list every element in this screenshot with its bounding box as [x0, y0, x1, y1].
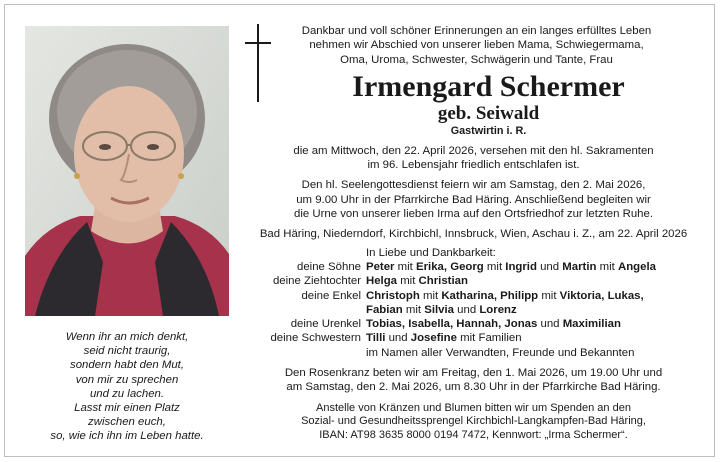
poem-line: zwischen euch, — [88, 416, 166, 429]
family-names — [366, 317, 621, 331]
birth-name: geb. Seiwald — [437, 102, 540, 124]
family-connector: und — [385, 332, 411, 345]
family-member-name: Lorenz — [479, 303, 517, 316]
family-row — [246, 346, 701, 360]
family-connector: mit — [419, 289, 442, 302]
family-connector: mit — [596, 260, 618, 273]
family-member-name: Christian — [418, 275, 468, 288]
family-member-name: Silvia — [424, 303, 454, 316]
family-relation-label: deine Söhne — [297, 260, 361, 273]
family-names — [366, 260, 656, 274]
family-names — [366, 289, 644, 303]
poem-line: Lasst mir einen Platz — [74, 402, 180, 415]
service-line: um 9.00 Uhr in der Pfarrkirche Bad Häring. Anschließend begleiten wir — [296, 193, 651, 206]
family-connector: und — [536, 260, 563, 273]
family-member-name: Ingrid — [505, 260, 537, 273]
family-names — [366, 331, 522, 345]
family-connector: mit — [402, 303, 425, 316]
family-relation-label — [246, 346, 366, 360]
family-member-name: Martin — [562, 260, 597, 273]
death-notice-line: die am Mittwoch, den 22. April 2026, versehen mit den hl. Sakramenten — [293, 144, 654, 157]
place-date: Bad Häring, Niederndorf, Kirchbichl, Innsbruck, Wien, Aschau i. Z., am 22. April 2026 — [259, 228, 688, 241]
portrait-image — [25, 26, 229, 316]
family-names — [366, 274, 468, 288]
notice-text — [246, 24, 701, 442]
family-member-name: Viktoria, Lukas, — [559, 289, 644, 302]
family-connector: und — [537, 318, 563, 331]
portrait-photo — [25, 26, 229, 316]
service-info — [246, 178, 701, 221]
family-row — [246, 274, 701, 288]
appeal-line: Anstelle von Kränzen und Blumen bitten wir um Spenden an den — [316, 401, 631, 414]
poem-line: Wenn ihr an mich denkt, — [65, 331, 189, 343]
family-member-name: Josefine — [410, 332, 457, 345]
family-relation-label: deine Urenkel — [290, 318, 361, 331]
family-relation-label: deine Enkel — [301, 289, 361, 302]
family-row — [246, 331, 701, 345]
poem — [26, 330, 228, 444]
occupation: Gastwirtin i. R. — [450, 124, 527, 137]
family-member-name: Erika, Georg — [416, 260, 484, 273]
service-line: Den hl. Seelengottesdienst feiern wir am Samstag, den 2. Mai 2026, — [301, 179, 646, 192]
family-connector: und — [454, 303, 480, 316]
family-connector: mit — [397, 275, 419, 288]
family-member-name: Tobias, Isabella, Hannah, Jonas — [366, 318, 538, 331]
appeal-line: Sozial- und Gesundheitssprengel Kirchbichl-Langkampfen-Bad Häring, — [301, 415, 646, 428]
family-list — [246, 246, 701, 360]
deceased-name: Irmengard Schermer — [352, 69, 625, 103]
death-notice-line: im 96. Lebensjahr friedlich entschlafen ist. — [367, 159, 580, 172]
poem-line: und zu lachen. — [89, 387, 165, 400]
rosary-info — [246, 366, 701, 395]
intro — [252, 24, 701, 67]
family-names — [366, 346, 634, 360]
family-relation-label — [246, 303, 366, 317]
service-line: die Urne von unserer lieben Irma auf den Ortsfriedhof zur letzten Ruhe. — [294, 208, 653, 221]
family-member-name: Fabian — [366, 303, 403, 316]
poem-line: seid nicht traurig, — [83, 345, 171, 358]
family-member-name: Katharina, Philipp — [441, 289, 539, 302]
family-relation-label: deine Schwestern — [270, 332, 361, 345]
rosary-line: am Samstag, den 2. Mai 2026, um 8.30 Uhr in der Pfarrkirche Bad Häring. — [286, 381, 661, 394]
family-member-name: Tilli — [366, 332, 386, 345]
family-row — [246, 317, 701, 331]
poem-line: von mir zu sprechen — [75, 373, 179, 386]
family-connector: mit — [483, 260, 506, 273]
intro-line: nehmen wir Abschied von unserer lieben Mama, Schwiegermama, — [309, 39, 644, 52]
family-row — [246, 260, 701, 274]
appeal-line: IBAN: AT98 3635 8000 0194 7472, Kennwort: „Irma Schermer“. — [319, 428, 628, 441]
family-connector: im Namen aller Verwandten, Freunde und Bekannten — [366, 346, 635, 359]
family-names — [366, 303, 517, 317]
poem-line: sondern habt den Mut, — [70, 359, 184, 372]
death-notice — [246, 144, 701, 173]
family-heading: In Liebe und Dankbarkeit: — [366, 246, 496, 259]
family-connector: mit — [394, 260, 417, 273]
intro-line: Dankbar und voll schöner Erinnerungen an ein langes erfülltes Leben — [301, 25, 652, 37]
family-row — [246, 303, 701, 317]
family-member-name: Maximilian — [562, 318, 621, 331]
family-connector: mit — [538, 289, 560, 302]
rosary-line: Den Rosenkranz beten wir am Freitag, den 1. Mai 2026, um 19.00 Uhr und — [284, 367, 663, 380]
family-row — [246, 289, 701, 303]
family-member-name: Peter — [366, 260, 395, 273]
family-member-name: Christoph — [366, 289, 420, 302]
family-relation-label: deine Ziehtochter — [272, 275, 361, 288]
family-member-name: Helga — [366, 275, 398, 288]
family-connector: mit Familien — [456, 332, 522, 345]
family-heading-row — [246, 246, 701, 260]
intro-line: Oma, Uroma, Schwester, Schwägerin und Tante, Frau — [340, 53, 613, 66]
family-member-name: Angela — [617, 260, 656, 273]
poem-line: so, wie ich ihn im Leben hatte. — [50, 430, 204, 443]
donation-appeal — [246, 402, 701, 443]
